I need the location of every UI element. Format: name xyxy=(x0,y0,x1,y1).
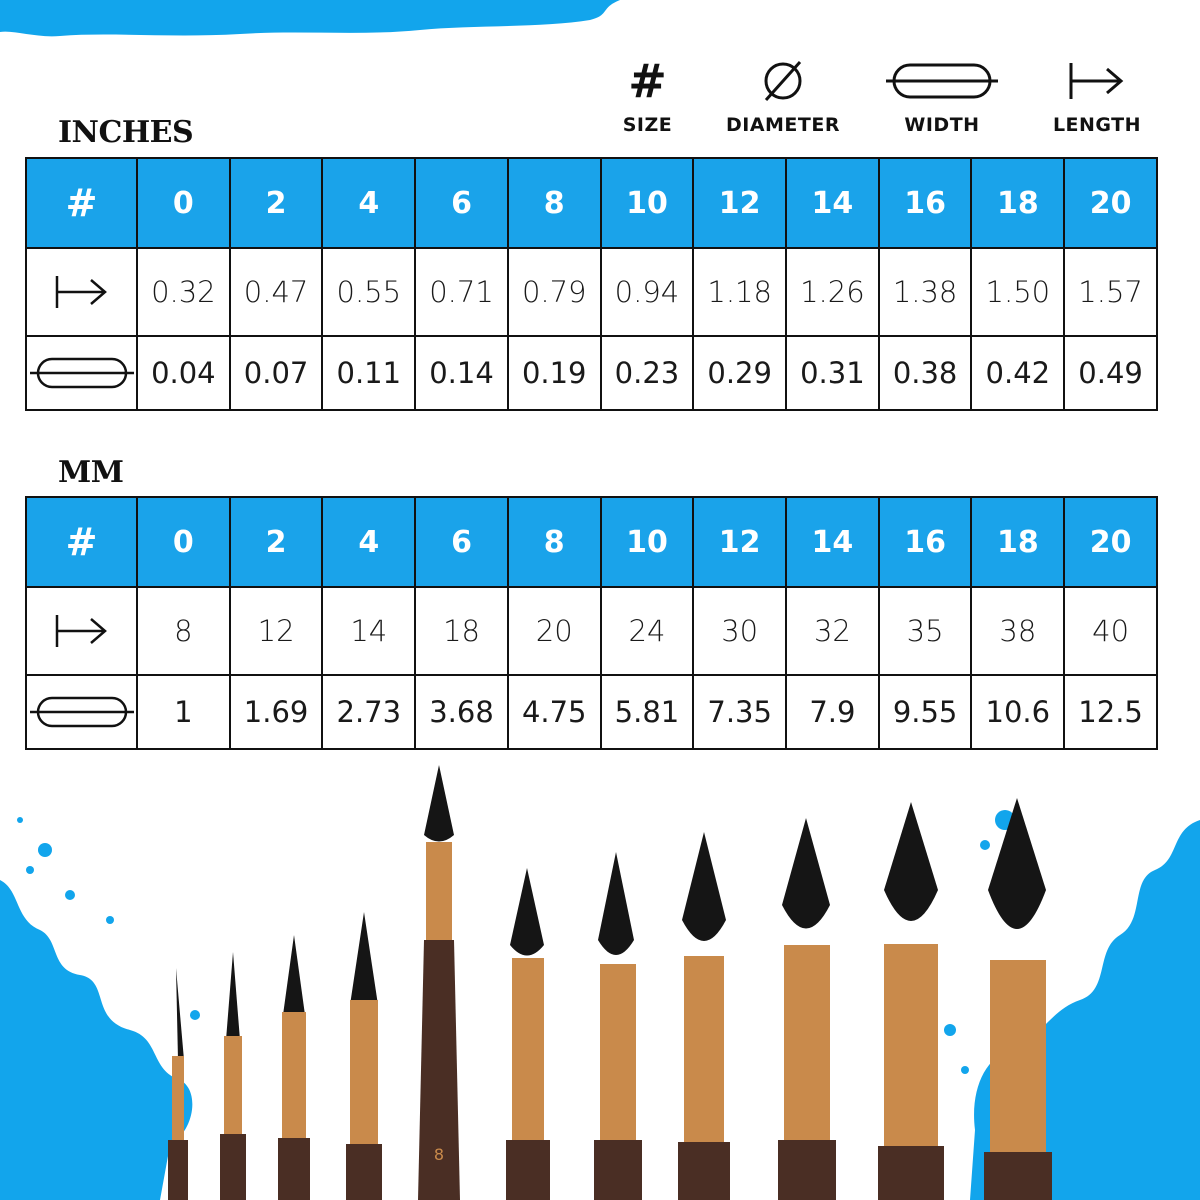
size-cell: 0 xyxy=(137,158,230,248)
brush-handle-mark: 8 xyxy=(433,1145,445,1164)
brush xyxy=(418,765,460,1200)
width-cell: 0.31 xyxy=(786,336,879,410)
width-cell: 0.23 xyxy=(601,336,694,410)
legend-width xyxy=(882,52,1002,136)
length-cell: 32 xyxy=(786,587,879,675)
length-cell: 14 xyxy=(322,587,415,675)
size-cell: 18 xyxy=(971,158,1064,248)
size-cell: 10 xyxy=(601,497,694,587)
width-icon xyxy=(882,52,1002,110)
mm-size-table xyxy=(25,496,1158,750)
length-arrow-icon xyxy=(1042,52,1152,110)
length-cell: 24 xyxy=(601,587,694,675)
size-cell: 2 xyxy=(230,158,323,248)
legend-length xyxy=(1042,52,1152,136)
width-cell: 4.75 xyxy=(508,675,601,749)
width-cell: 0.14 xyxy=(415,336,508,410)
size-cell: 16 xyxy=(879,497,972,587)
size-cell: 2 xyxy=(230,497,323,587)
table-header-row xyxy=(26,497,1157,587)
width-row xyxy=(26,336,1157,410)
size-cell: 8 xyxy=(508,497,601,587)
length-row xyxy=(26,248,1157,336)
legend-diameter-label: DIAMETER xyxy=(725,114,840,136)
legend-size xyxy=(610,52,685,136)
width-icon xyxy=(26,675,137,749)
length-arrow-icon xyxy=(26,248,137,336)
width-cell: 0.11 xyxy=(322,336,415,410)
width-cell: 0.38 xyxy=(879,336,972,410)
size-header-cell: # xyxy=(26,158,137,248)
diameter-icon xyxy=(718,52,848,110)
length-cell: 35 xyxy=(879,587,972,675)
length-cell: 8 xyxy=(137,587,230,675)
width-cell: 2.73 xyxy=(322,675,415,749)
size-header-cell: # xyxy=(26,497,137,587)
length-cell: 12 xyxy=(230,587,323,675)
size-cell: 6 xyxy=(415,158,508,248)
length-cell: 0.79 xyxy=(508,248,601,336)
brush-set-illustration xyxy=(0,760,1200,1200)
length-cell: 1.57 xyxy=(1064,248,1157,336)
size-cell: 4 xyxy=(322,158,415,248)
width-cell: 7.35 xyxy=(693,675,786,749)
size-cell: 0 xyxy=(137,497,230,587)
length-cell: 40 xyxy=(1064,587,1157,675)
length-cell: 1.26 xyxy=(786,248,879,336)
width-cell: 7.9 xyxy=(786,675,879,749)
length-cell: 30 xyxy=(693,587,786,675)
size-cell: 10 xyxy=(601,158,694,248)
length-arrow-icon xyxy=(26,587,137,675)
legend-diameter xyxy=(718,52,848,136)
width-cell: 0.07 xyxy=(230,336,323,410)
size-cell: 14 xyxy=(786,158,879,248)
mm-section-title: MM xyxy=(58,455,124,490)
length-cell: 38 xyxy=(971,587,1064,675)
brush xyxy=(678,832,730,1200)
brush xyxy=(878,802,944,1200)
brush xyxy=(278,935,310,1200)
size-cell: 18 xyxy=(971,497,1064,587)
length-cell: 0.55 xyxy=(322,248,415,336)
size-cell: 8 xyxy=(508,158,601,248)
brush xyxy=(168,968,188,1200)
hash-icon: # xyxy=(628,54,667,108)
width-cell: 10.6 xyxy=(971,675,1064,749)
brush xyxy=(594,852,642,1200)
width-cell: 0.29 xyxy=(693,336,786,410)
length-cell: 0.32 xyxy=(137,248,230,336)
length-cell: 18 xyxy=(415,587,508,675)
width-icon xyxy=(26,336,137,410)
width-cell: 9.55 xyxy=(879,675,972,749)
paint-splash-top xyxy=(0,0,640,45)
length-cell: 0.94 xyxy=(601,248,694,336)
width-row xyxy=(26,675,1157,749)
size-cell: 16 xyxy=(879,158,972,248)
size-cell: 12 xyxy=(693,158,786,248)
inches-section-title: INCHES xyxy=(58,115,194,150)
size-cell: 6 xyxy=(415,497,508,587)
size-cell: 20 xyxy=(1064,497,1157,587)
width-cell: 0.04 xyxy=(137,336,230,410)
legend-size-label: SIZE xyxy=(622,114,673,136)
table-header-row xyxy=(26,158,1157,248)
legend-width-label: WIDTH xyxy=(904,114,980,136)
width-cell: 12.5 xyxy=(1064,675,1157,749)
brush xyxy=(346,912,382,1200)
length-cell: 0.47 xyxy=(230,248,323,336)
brush xyxy=(506,868,550,1200)
brush xyxy=(220,952,246,1200)
width-cell: 0.49 xyxy=(1064,336,1157,410)
width-cell: 1.69 xyxy=(230,675,323,749)
measurement-legend xyxy=(610,52,1170,142)
width-cell: 0.19 xyxy=(508,336,601,410)
size-cell: 4 xyxy=(322,497,415,587)
size-cell: 14 xyxy=(786,497,879,587)
brush xyxy=(984,798,1052,1200)
length-cell: 0.71 xyxy=(415,248,508,336)
length-row xyxy=(26,587,1157,675)
size-cell: 20 xyxy=(1064,158,1157,248)
size-cell: 12 xyxy=(693,497,786,587)
width-cell: 1 xyxy=(137,675,230,749)
length-cell: 1.18 xyxy=(693,248,786,336)
length-cell: 1.38 xyxy=(879,248,972,336)
width-cell: 3.68 xyxy=(415,675,508,749)
width-cell: 0.42 xyxy=(971,336,1064,410)
length-cell: 20 xyxy=(508,587,601,675)
width-cell: 5.81 xyxy=(601,675,694,749)
legend-length-label: LENGTH xyxy=(1052,114,1142,136)
length-cell: 1.50 xyxy=(971,248,1064,336)
inches-size-table xyxy=(25,157,1158,411)
brush xyxy=(778,818,836,1200)
